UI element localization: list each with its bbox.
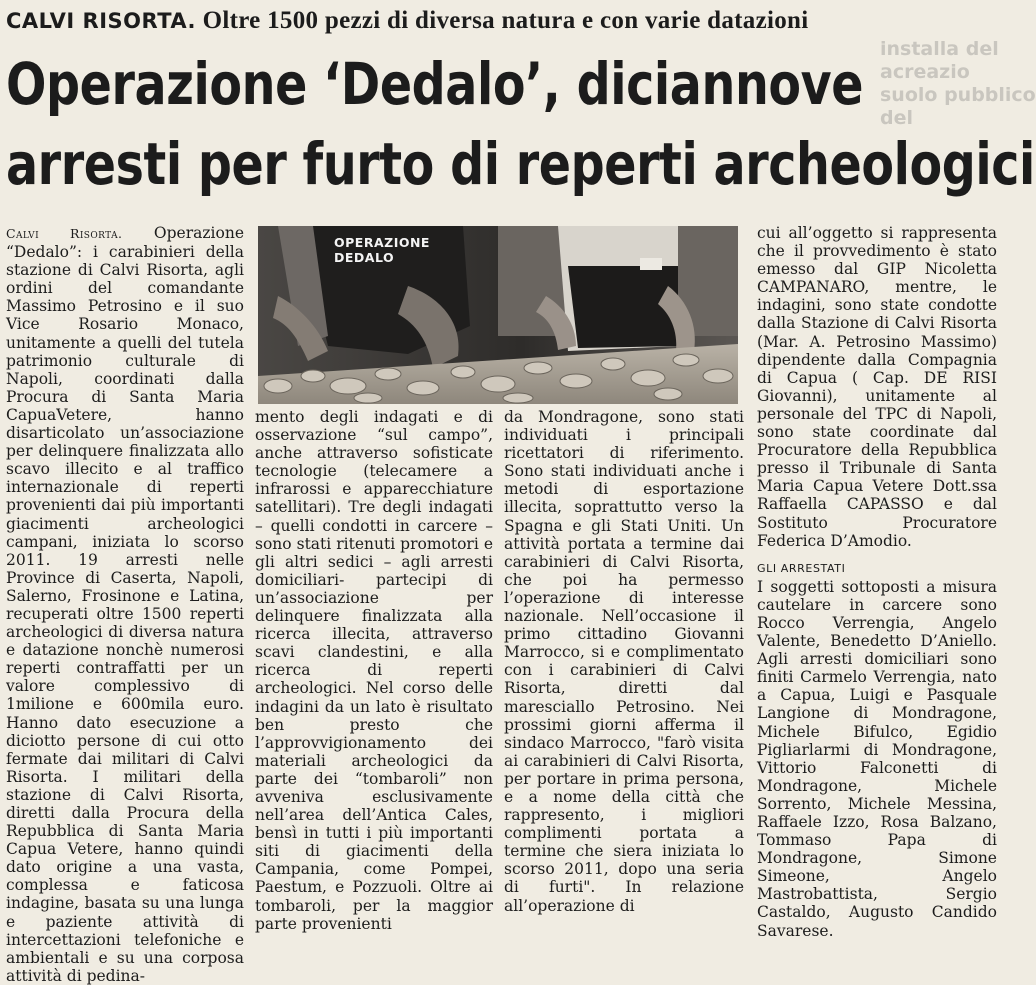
headline-line-2: arresti per furto di reperti archeologici [6,130,1035,198]
section-heading-arrestati: GLI ARRESTATI [757,561,846,575]
dateline: Calvi Risorta. [6,226,123,241]
headline-line-1: Operazione ‘Dedalo’, diciannove [6,50,864,118]
bleed-through-line: suolo pubblico [880,84,1036,106]
column-4-text-2: I soggetti sottoposti a misura cautelare in carcere sono Rocco Verrengia, Angelo Valente, Benedetto D’Aniello. Agli arresti domiciliari sono finiti Carmelo Verrengia, nato a Capua, Luigi e Pasquale Langione di Mondragone, Michele Bifulco, Egidio Pigliarlarmi di Mondragone, Vittorio Falconetti di Mondragone, Michele Sorrento, Michele Messina, Raffaele Izzo, Rosa Balzano, Tommaso Papa di Mondragone, Simone Simeone, Angelo Mastrobattista, Sergio Castaldo, Augusto Candido Savarese. [757,577,997,940]
column-4-text: cui all’oggetto si rappresenta che il provvedimento è stato emesso dal GIP Nicoletta CAMPANARO, mentre, le indagini, sono state condotte dalla Stazione di Calvi Risorta (Mar. A. Petrosino Massimo) dipendente dalla Compagnia di Capua ( Cap. DE RISI Giovanni), unitamente al personale del TPC di Napoli, sono state coordinate dal Procuratore della Repubblica presso il Tribunale di Santa Maria Capua Vetere Dott.ssa Raffaella CAPASSO e dal Sostituto Procuratore Federica D’Amodio. [757,224,997,550]
photo-image [258,226,738,404]
column-2-text: mento degli indagati e di osservazione “sul campo”, anche attraverso sofisticate tecnologie (telecamere a infrarossi e apparecchiature satellitari). Tre degli indagati – quelli condotti in carcere – sono stati ritenuti promotori e gli altri sedici – agli arresti domiciliari- partecipi di un’associazione per delinquere finalizzata alla ricerca illecita, attraverso scavi clandestini, e alla ricerca di reperti archeologici. Nel corso delle indagini da un lato è risultato ben presto che l’approvvigionamento dei materiali archeologici da parte dei “tombaroli” non avveniva esclusivamente nell’area dell’Antica Cales, bensì in tutti i più importanti siti di giacimenti della Campania, come Pompei, Paestum, e Pozzuoli. Oltre ai tombaroli, per la maggior parte provenienti [255,408,493,933]
photo-caption-overlay [334,235,430,265]
bleed-through-text [880,38,1036,129]
article-column-3 [504,408,744,915]
column-1-text: Operazione “Dedalo”: i carabinieri della stazione di Calvi Risorta, agli ordini del comandante Massimo Petrosino e il suo Vice Rosario Monaco, unitamente a quelli del tutela patrimonio culturale di Napoli, coordinati dalla Procura di Santa Maria CapuaVetere, hanno disarticolato un’associazione per delinquere finalizzata allo scavo illecito e al traffico internazionale di reperti provenienti dai più importanti giacimenti archeologici campani, iniziata lo scorso 2011. 19 arresti nelle Province di Caserta, Napoli, Salerno, Frosinone e Latina, recuperati oltre 1500 reperti archeologici di diversa natura e datazione nonchè numerosi reperti contraffatti per un valore complessivo di 1milione e 600mila euro. Hanno dato esecuzione a diciotto persone di cui otto fermate dai militari di Calvi Risorta. I militari della stazione di Calvi Risorta, diretti dalla Procura della Repubblica di Santa Maria Capua Vetere, hanno quindi dato origine a una vasta, complessa e faticosa indagine, basata su una lunga e paziente attività di intercettazioni telefoniche e ambientali e su una corposa attività di pedina- [6,224,244,985]
kicker-text: Oltre 1500 pezzi di diversa natura e con varie datazioni [202,7,809,34]
article-column-1 [6,224,244,985]
photo-label-line: OPERAZIONE [334,235,430,250]
kicker-line [6,4,996,38]
article-column-2 [255,408,493,933]
column-3-text: da Mondragone, sono stati individuati i principali ricettatori di riferimento. Sono stati individuati anche i metodi di esportazione illecita, soprattutto verso la Spagna e gli Stati Uniti. Un attività portata a termine dai carabinieri di Calvi Risorta, che poi ha permesso l’operazione di interesse nazionale. Nell’occasione il primo cittadino Giovanni Marrocco, si e complimentato con i carabinieri di Calvi Risorta, diretti dal maresciallo Petrosino. Nei prossimi giorni afferma il sindaco Marrocco, "farò visita ai carabinieri di Calvi Risorta, per portare in prima persona, e a nome della città che rappresento, i migliori complimenti portata a termine che siera iniziata lo scorso 2011, dopo una seria di furti". In relazione all’operazione di [504,408,744,915]
bleed-through-line: del [880,107,913,129]
bleed-through-line: acreazio [880,61,970,83]
article-column-4 [757,224,997,940]
kicker-place: CALVI RISORTA. [6,9,197,33]
lead-paragraph [6,224,244,985]
article-photo [258,226,738,404]
bleed-through-line: installa del [880,38,999,60]
photo-label-line: DEDALO [334,250,395,265]
